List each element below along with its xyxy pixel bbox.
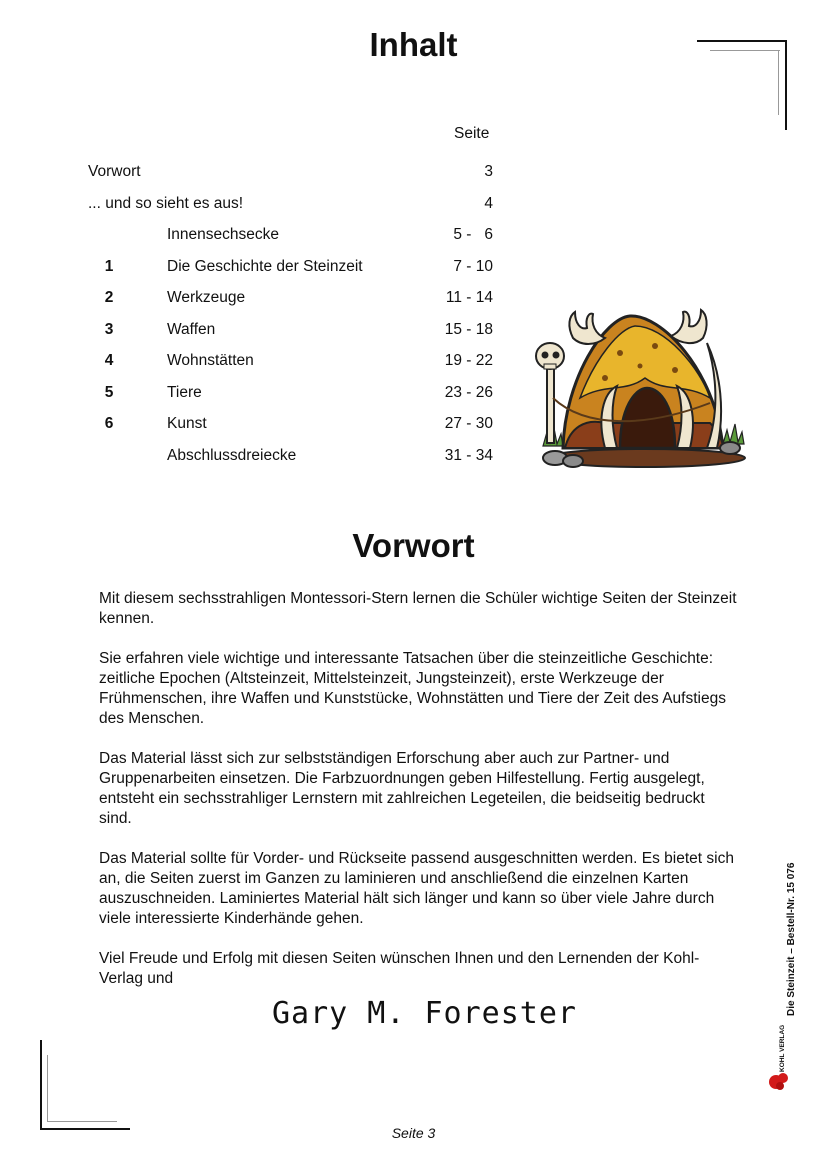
toc-entry-label: Vorwort	[88, 163, 141, 180]
stone-age-hut-illustration	[525, 298, 760, 478]
toc-entry-number: 3	[104, 321, 114, 338]
author-signature: Gary M. Forester	[272, 996, 577, 1031]
preface-paragraph: Sie erfahren viele wichtige und interessante Tatsachen über die steinzeitliche Geschichte: zeitliche Epochen (Altsteinzeit, Mittelsteinzeit, Jungsteinzeit), erste Werkzeuge der Frühmenschen, ihre Waffen und Kunststücke, Wohnstätten und Tiere der Zeit des Aufstiegs des Menschen.	[99, 650, 726, 727]
toc-entry-label: Abschlussdreiecke	[167, 447, 297, 464]
toc-entry-number: 6	[104, 415, 114, 432]
toc-entry-label: Wohnstätten	[167, 352, 254, 369]
preface-paragraph: Mit diesem sechsstrahligen Montessori-Stern lernen die Schüler wichtige Seiten der Steinzeit kennen.	[99, 590, 737, 627]
publisher-logo-text: KOHL VERLAG	[779, 1024, 786, 1072]
toc-entry-pages: 3	[484, 163, 493, 180]
corner-bottom-left-v-inner	[47, 1055, 48, 1122]
toc-entry-pages: 31 - 34	[444, 447, 493, 464]
toc-entry-label: ... und so sieht es aus!	[88, 195, 244, 212]
toc-entry-label: Werkzeuge	[167, 289, 246, 306]
preface-paragraph: Viel Freude und Erfolg mit diesen Seiten wünschen Ihnen und den Lernenden der Kohl-Verlag und	[99, 950, 700, 987]
preface-paragraph: Das Material sollte für Vorder- und Rückseite passend ausgeschnitten werden. Es bietet sich an, die Seiten zuerst im Ganzen zu laminieren und anschließend die einzelnen Karten auszuschneiden. Laminiertes Material hält sich länger und kann so über viele Jahre durch viele interessierte Kinderhände gehen.	[99, 850, 734, 927]
preface-body	[99, 589, 739, 1009]
preface-paragraph: Das Material lässt sich zur selbstständigen Erforschung aber auch zur Partner- und Gruppenarbeiten einsetzen. Die Farbzuordnungen geben Hilfestellung. Fertig ausgelegt, entsteht ein sechsstrahliger Lernstern mit zahlreichen Legeteilen, die beidseitig bedruckt sind.	[99, 750, 705, 827]
toc-entry-pages: 7 - 10	[453, 258, 493, 275]
toc-entry-pages: 5 - 6	[453, 226, 493, 243]
toc-entry-pages: 15 - 18	[444, 321, 493, 338]
toc-entry-number: 2	[104, 289, 114, 306]
corner-bottom-left-v	[40, 1040, 42, 1130]
preface-title: Vorwort	[352, 527, 475, 564]
toc-entry-label: Waffen	[167, 321, 216, 338]
toc-entry-label: Tiere	[167, 384, 202, 401]
publisher-logo	[768, 1024, 790, 1092]
toc-entry-pages: 19 - 22	[444, 352, 493, 369]
toc-entry-number: 4	[104, 352, 114, 369]
toc-entry-number: 5	[104, 384, 114, 401]
toc-entry-label: Die Geschichte der Steinzeit	[167, 258, 363, 275]
page-number-footer: Seite 3	[391, 1125, 436, 1141]
toc-entry-pages: 4	[484, 195, 493, 212]
toc-entry-pages: 23 - 26	[444, 384, 493, 401]
toc-entry-pages: 27 - 30	[444, 415, 493, 432]
toc-entry-label: Kunst	[167, 415, 207, 432]
toc-title: Inhalt	[369, 26, 458, 63]
toc-page-column-header: Seite	[454, 125, 490, 142]
corner-bottom-left-h-inner	[47, 1121, 117, 1122]
side-order-number: Die Steinzeit – Bestell-Nr. 15 076	[786, 862, 797, 1016]
toc-entry-label: Innensechsecke	[167, 226, 280, 243]
toc-entry-number: 1	[104, 258, 114, 275]
toc-entry-pages: 11 - 14	[445, 289, 493, 306]
